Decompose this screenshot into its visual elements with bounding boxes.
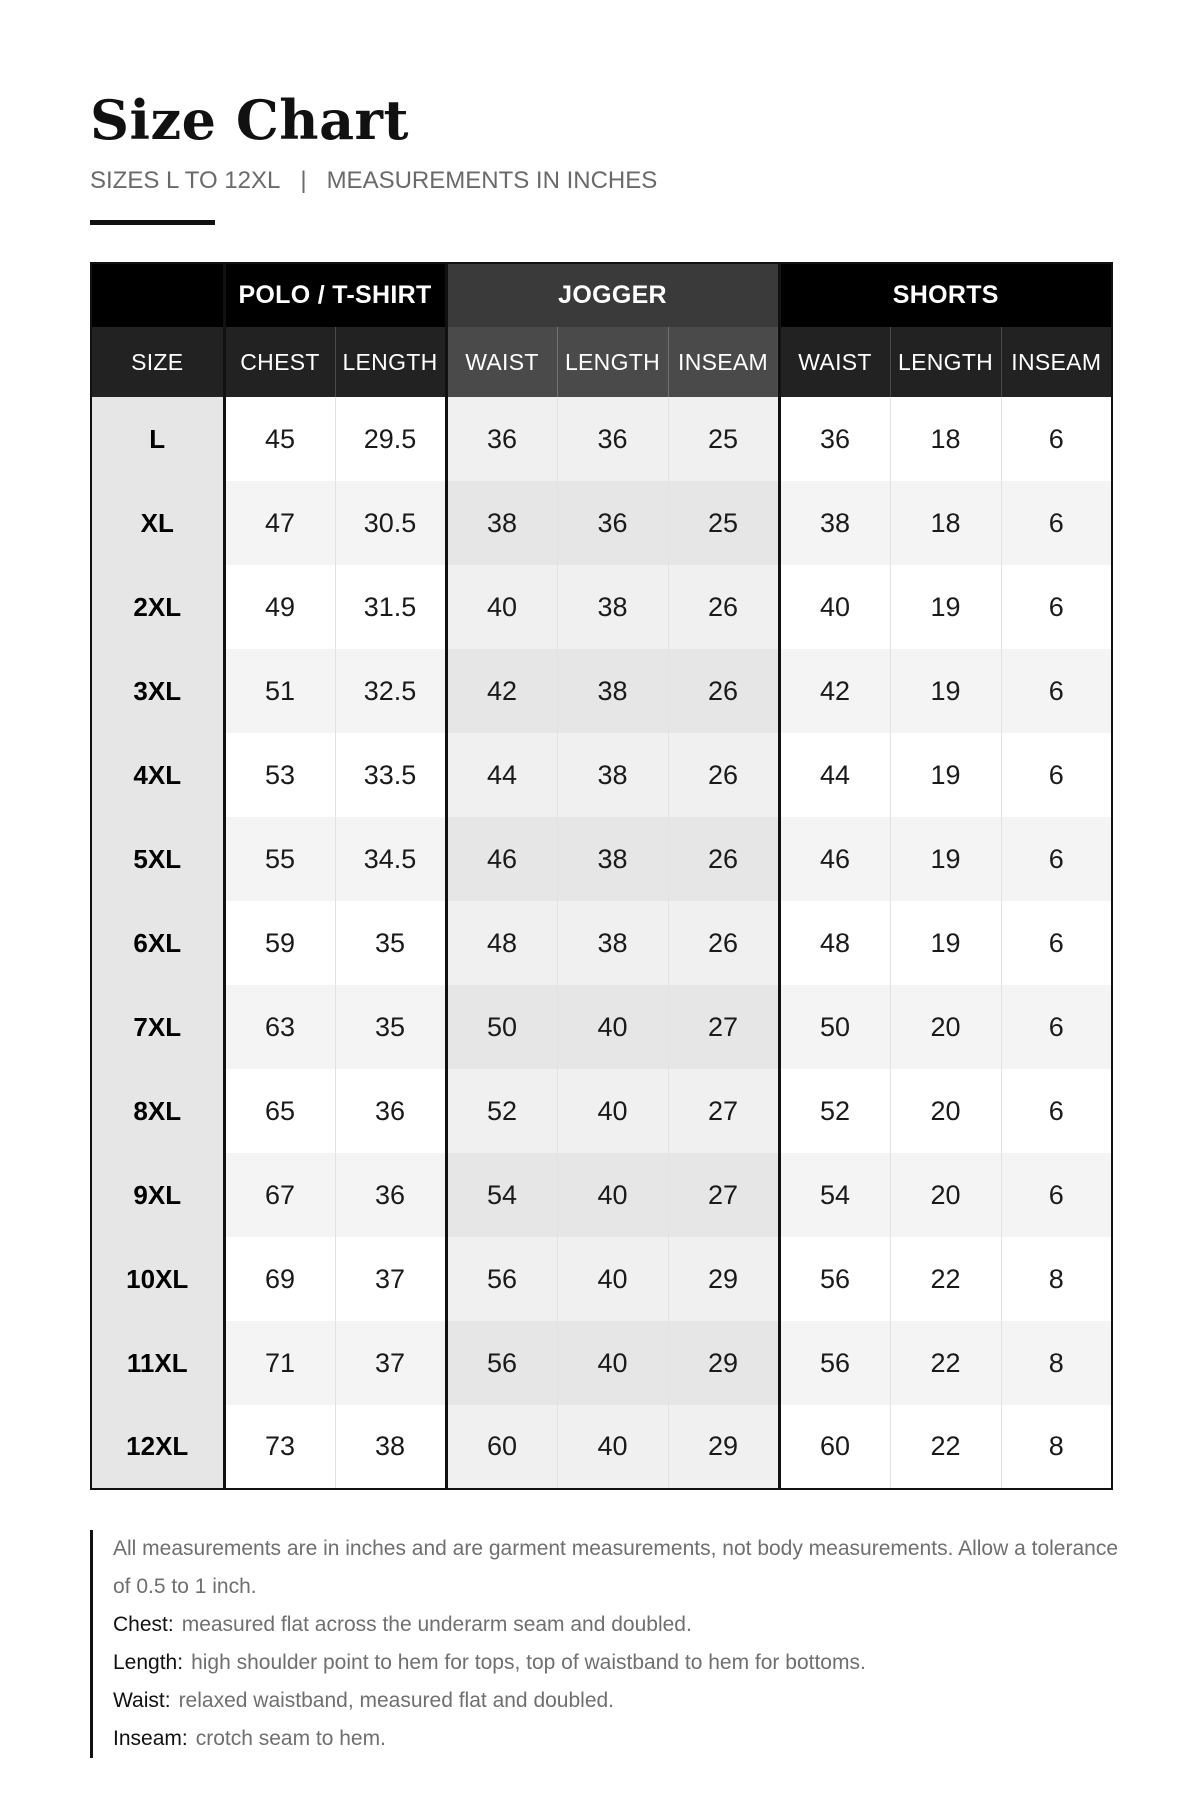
cell-shorts-waist: 42: [779, 649, 890, 733]
cell-shorts-length: 18: [890, 481, 1001, 565]
cell-polo-length: 38: [335, 1405, 446, 1489]
cell-chest: 53: [224, 733, 335, 817]
cell-shorts-length: 19: [890, 817, 1001, 901]
cell-jogger-waist: 50: [446, 985, 557, 1069]
cell-jogger-length: 38: [557, 733, 668, 817]
cell-shorts-waist: 36: [779, 397, 890, 481]
cell-jogger-waist: 54: [446, 1153, 557, 1237]
cell-jogger-length: 40: [557, 985, 668, 1069]
note-line: [113, 1606, 1120, 1644]
note-line: [113, 1682, 1120, 1720]
cell-chest: 69: [224, 1237, 335, 1321]
table-row: [91, 649, 1112, 733]
column-header-chest: CHEST: [224, 327, 335, 397]
cell-chest: 55: [224, 817, 335, 901]
cell-shorts-waist: 56: [779, 1237, 890, 1321]
cell-size: 4XL: [91, 733, 224, 817]
subtitle-separator: |: [300, 167, 307, 194]
group-header-empty: [91, 263, 224, 327]
cell-shorts-waist: 60: [779, 1405, 890, 1489]
group-header-polo: POLO / T-SHIRT: [224, 263, 446, 327]
cell-shorts-inseam: 6: [1001, 649, 1112, 733]
cell-shorts-waist: 54: [779, 1153, 890, 1237]
note-term: Length:: [113, 1651, 184, 1674]
cell-jogger-length: 38: [557, 565, 668, 649]
cell-shorts-inseam: 8: [1001, 1321, 1112, 1405]
cell-size: 3XL: [91, 649, 224, 733]
cell-jogger-inseam: 26: [668, 565, 779, 649]
cell-jogger-inseam: 26: [668, 901, 779, 985]
table-row: [91, 1069, 1112, 1153]
cell-jogger-waist: 56: [446, 1321, 557, 1405]
cell-jogger-inseam: 29: [668, 1405, 779, 1489]
cell-jogger-inseam: 29: [668, 1237, 779, 1321]
column-header-shorts-inseam: INSEAM: [1001, 327, 1112, 397]
cell-jogger-inseam: 26: [668, 817, 779, 901]
cell-shorts-inseam: 6: [1001, 397, 1112, 481]
cell-jogger-waist: 38: [446, 481, 557, 565]
cell-jogger-inseam: 25: [668, 397, 779, 481]
cell-size: 2XL: [91, 565, 224, 649]
title-underline: [90, 220, 215, 225]
cell-jogger-waist: 48: [446, 901, 557, 985]
table-row: [91, 1237, 1112, 1321]
note-text: crotch seam to hem.: [195, 1727, 386, 1750]
column-header-size: SIZE: [91, 327, 224, 397]
cell-shorts-waist: 46: [779, 817, 890, 901]
table-row: [91, 901, 1112, 985]
cell-polo-length: 36: [335, 1069, 446, 1153]
cell-shorts-waist: 38: [779, 481, 890, 565]
cell-jogger-waist: 56: [446, 1237, 557, 1321]
cell-chest: 67: [224, 1153, 335, 1237]
cell-jogger-length: 40: [557, 1405, 668, 1489]
size-table: [90, 262, 1113, 1490]
table-row: [91, 1153, 1112, 1237]
group-header-row: [91, 263, 1112, 327]
cell-shorts-length: 19: [890, 565, 1001, 649]
note-line: [113, 1720, 1120, 1758]
cell-chest: 59: [224, 901, 335, 985]
cell-polo-length: 35: [335, 901, 446, 985]
cell-shorts-inseam: 8: [1001, 1237, 1112, 1321]
cell-shorts-inseam: 6: [1001, 1153, 1112, 1237]
cell-polo-length: 32.5: [335, 649, 446, 733]
measurement-notes: [90, 1530, 1120, 1758]
cell-jogger-length: 40: [557, 1237, 668, 1321]
column-header-shorts-length: LENGTH: [890, 327, 1001, 397]
cell-shorts-length: 19: [890, 649, 1001, 733]
page-title: Size Chart: [90, 88, 409, 152]
cell-polo-length: 31.5: [335, 565, 446, 649]
cell-size: 12XL: [91, 1405, 224, 1489]
group-header-shorts: SHORTS: [779, 263, 1112, 327]
cell-jogger-waist: 46: [446, 817, 557, 901]
cell-shorts-length: 19: [890, 733, 1001, 817]
cell-shorts-inseam: 6: [1001, 985, 1112, 1069]
cell-size: 5XL: [91, 817, 224, 901]
cell-chest: 45: [224, 397, 335, 481]
cell-jogger-waist: 40: [446, 565, 557, 649]
cell-size: 6XL: [91, 901, 224, 985]
note-text: high shoulder point to hem for tops, top of waistband to hem for bottoms.: [191, 1651, 866, 1674]
cell-shorts-inseam: 6: [1001, 817, 1112, 901]
cell-jogger-waist: 60: [446, 1405, 557, 1489]
cell-jogger-waist: 42: [446, 649, 557, 733]
cell-shorts-length: 18: [890, 397, 1001, 481]
cell-shorts-length: 22: [890, 1321, 1001, 1405]
table-row: [91, 1405, 1112, 1489]
note-line: [113, 1644, 1120, 1682]
cell-shorts-inseam: 8: [1001, 1405, 1112, 1489]
cell-polo-length: 36: [335, 1153, 446, 1237]
cell-shorts-waist: 52: [779, 1069, 890, 1153]
column-header-jogger-length: LENGTH: [557, 327, 668, 397]
cell-shorts-length: 20: [890, 985, 1001, 1069]
note-text: relaxed waistband, measured flat and doubled.: [178, 1689, 615, 1712]
cell-jogger-inseam: 25: [668, 481, 779, 565]
cell-jogger-length: 40: [557, 1153, 668, 1237]
cell-jogger-waist: 44: [446, 733, 557, 817]
column-header-row: [91, 327, 1112, 397]
cell-jogger-length: 38: [557, 649, 668, 733]
size-table-body: [91, 397, 1112, 1489]
cell-size: 11XL: [91, 1321, 224, 1405]
cell-polo-length: 35: [335, 985, 446, 1069]
cell-shorts-waist: 48: [779, 901, 890, 985]
column-header-shorts-waist: WAIST: [779, 327, 890, 397]
cell-jogger-length: 40: [557, 1069, 668, 1153]
cell-chest: 51: [224, 649, 335, 733]
cell-chest: 73: [224, 1405, 335, 1489]
cell-jogger-waist: 52: [446, 1069, 557, 1153]
column-header-jogger-inseam: INSEAM: [668, 327, 779, 397]
cell-shorts-waist: 40: [779, 565, 890, 649]
cell-shorts-inseam: 6: [1001, 1069, 1112, 1153]
table-row: [91, 397, 1112, 481]
table-row: [91, 985, 1112, 1069]
subtitle-units: MEASUREMENTS IN INCHES: [326, 167, 658, 194]
cell-jogger-length: 36: [557, 481, 668, 565]
cell-polo-length: 37: [335, 1321, 446, 1405]
cell-shorts-waist: 56: [779, 1321, 890, 1405]
column-header-polo-length: LENGTH: [335, 327, 446, 397]
cell-shorts-inseam: 6: [1001, 733, 1112, 817]
cell-polo-length: 34.5: [335, 817, 446, 901]
notes-intro: All measurements are in inches and are garment measurements, not body measurements. Allow a tolerance of 0.5 to 1 inch.: [113, 1537, 1119, 1598]
cell-jogger-length: 38: [557, 901, 668, 985]
notes-definitions: [113, 1606, 1120, 1758]
cell-size: 9XL: [91, 1153, 224, 1237]
cell-chest: 63: [224, 985, 335, 1069]
subtitle-sizes: SIZES L TO 12XL: [90, 167, 281, 194]
page-subtitle: [90, 166, 657, 196]
cell-polo-length: 29.5: [335, 397, 446, 481]
table-row: [91, 481, 1112, 565]
cell-polo-length: 33.5: [335, 733, 446, 817]
cell-jogger-waist: 36: [446, 397, 557, 481]
cell-jogger-inseam: 26: [668, 649, 779, 733]
cell-chest: 65: [224, 1069, 335, 1153]
cell-size: 10XL: [91, 1237, 224, 1321]
cell-jogger-inseam: 27: [668, 1069, 779, 1153]
cell-shorts-length: 19: [890, 901, 1001, 985]
cell-shorts-inseam: 6: [1001, 901, 1112, 985]
cell-shorts-waist: 44: [779, 733, 890, 817]
cell-size: 7XL: [91, 985, 224, 1069]
cell-shorts-length: 22: [890, 1405, 1001, 1489]
note-term: Inseam:: [113, 1727, 188, 1750]
table-row: [91, 733, 1112, 817]
note-term: Waist:: [113, 1689, 171, 1712]
cell-jogger-inseam: 27: [668, 1153, 779, 1237]
cell-shorts-length: 20: [890, 1069, 1001, 1153]
cell-chest: 49: [224, 565, 335, 649]
group-header-jogger: JOGGER: [446, 263, 779, 327]
cell-jogger-length: 40: [557, 1321, 668, 1405]
cell-shorts-length: 20: [890, 1153, 1001, 1237]
cell-polo-length: 37: [335, 1237, 446, 1321]
cell-jogger-length: 38: [557, 817, 668, 901]
cell-shorts-waist: 50: [779, 985, 890, 1069]
cell-shorts-length: 22: [890, 1237, 1001, 1321]
table-row: [91, 565, 1112, 649]
note-text: measured flat across the underarm seam and doubled.: [181, 1613, 692, 1636]
column-header-jogger-waist: WAIST: [446, 327, 557, 397]
cell-shorts-inseam: 6: [1001, 565, 1112, 649]
cell-size: L: [91, 397, 224, 481]
note-term: Chest:: [113, 1613, 174, 1636]
cell-chest: 47: [224, 481, 335, 565]
cell-jogger-inseam: 27: [668, 985, 779, 1069]
cell-jogger-length: 36: [557, 397, 668, 481]
cell-chest: 71: [224, 1321, 335, 1405]
cell-jogger-inseam: 26: [668, 733, 779, 817]
table-row: [91, 817, 1112, 901]
cell-jogger-inseam: 29: [668, 1321, 779, 1405]
cell-shorts-inseam: 6: [1001, 481, 1112, 565]
cell-polo-length: 30.5: [335, 481, 446, 565]
cell-size: XL: [91, 481, 224, 565]
cell-size: 8XL: [91, 1069, 224, 1153]
table-row: [91, 1321, 1112, 1405]
